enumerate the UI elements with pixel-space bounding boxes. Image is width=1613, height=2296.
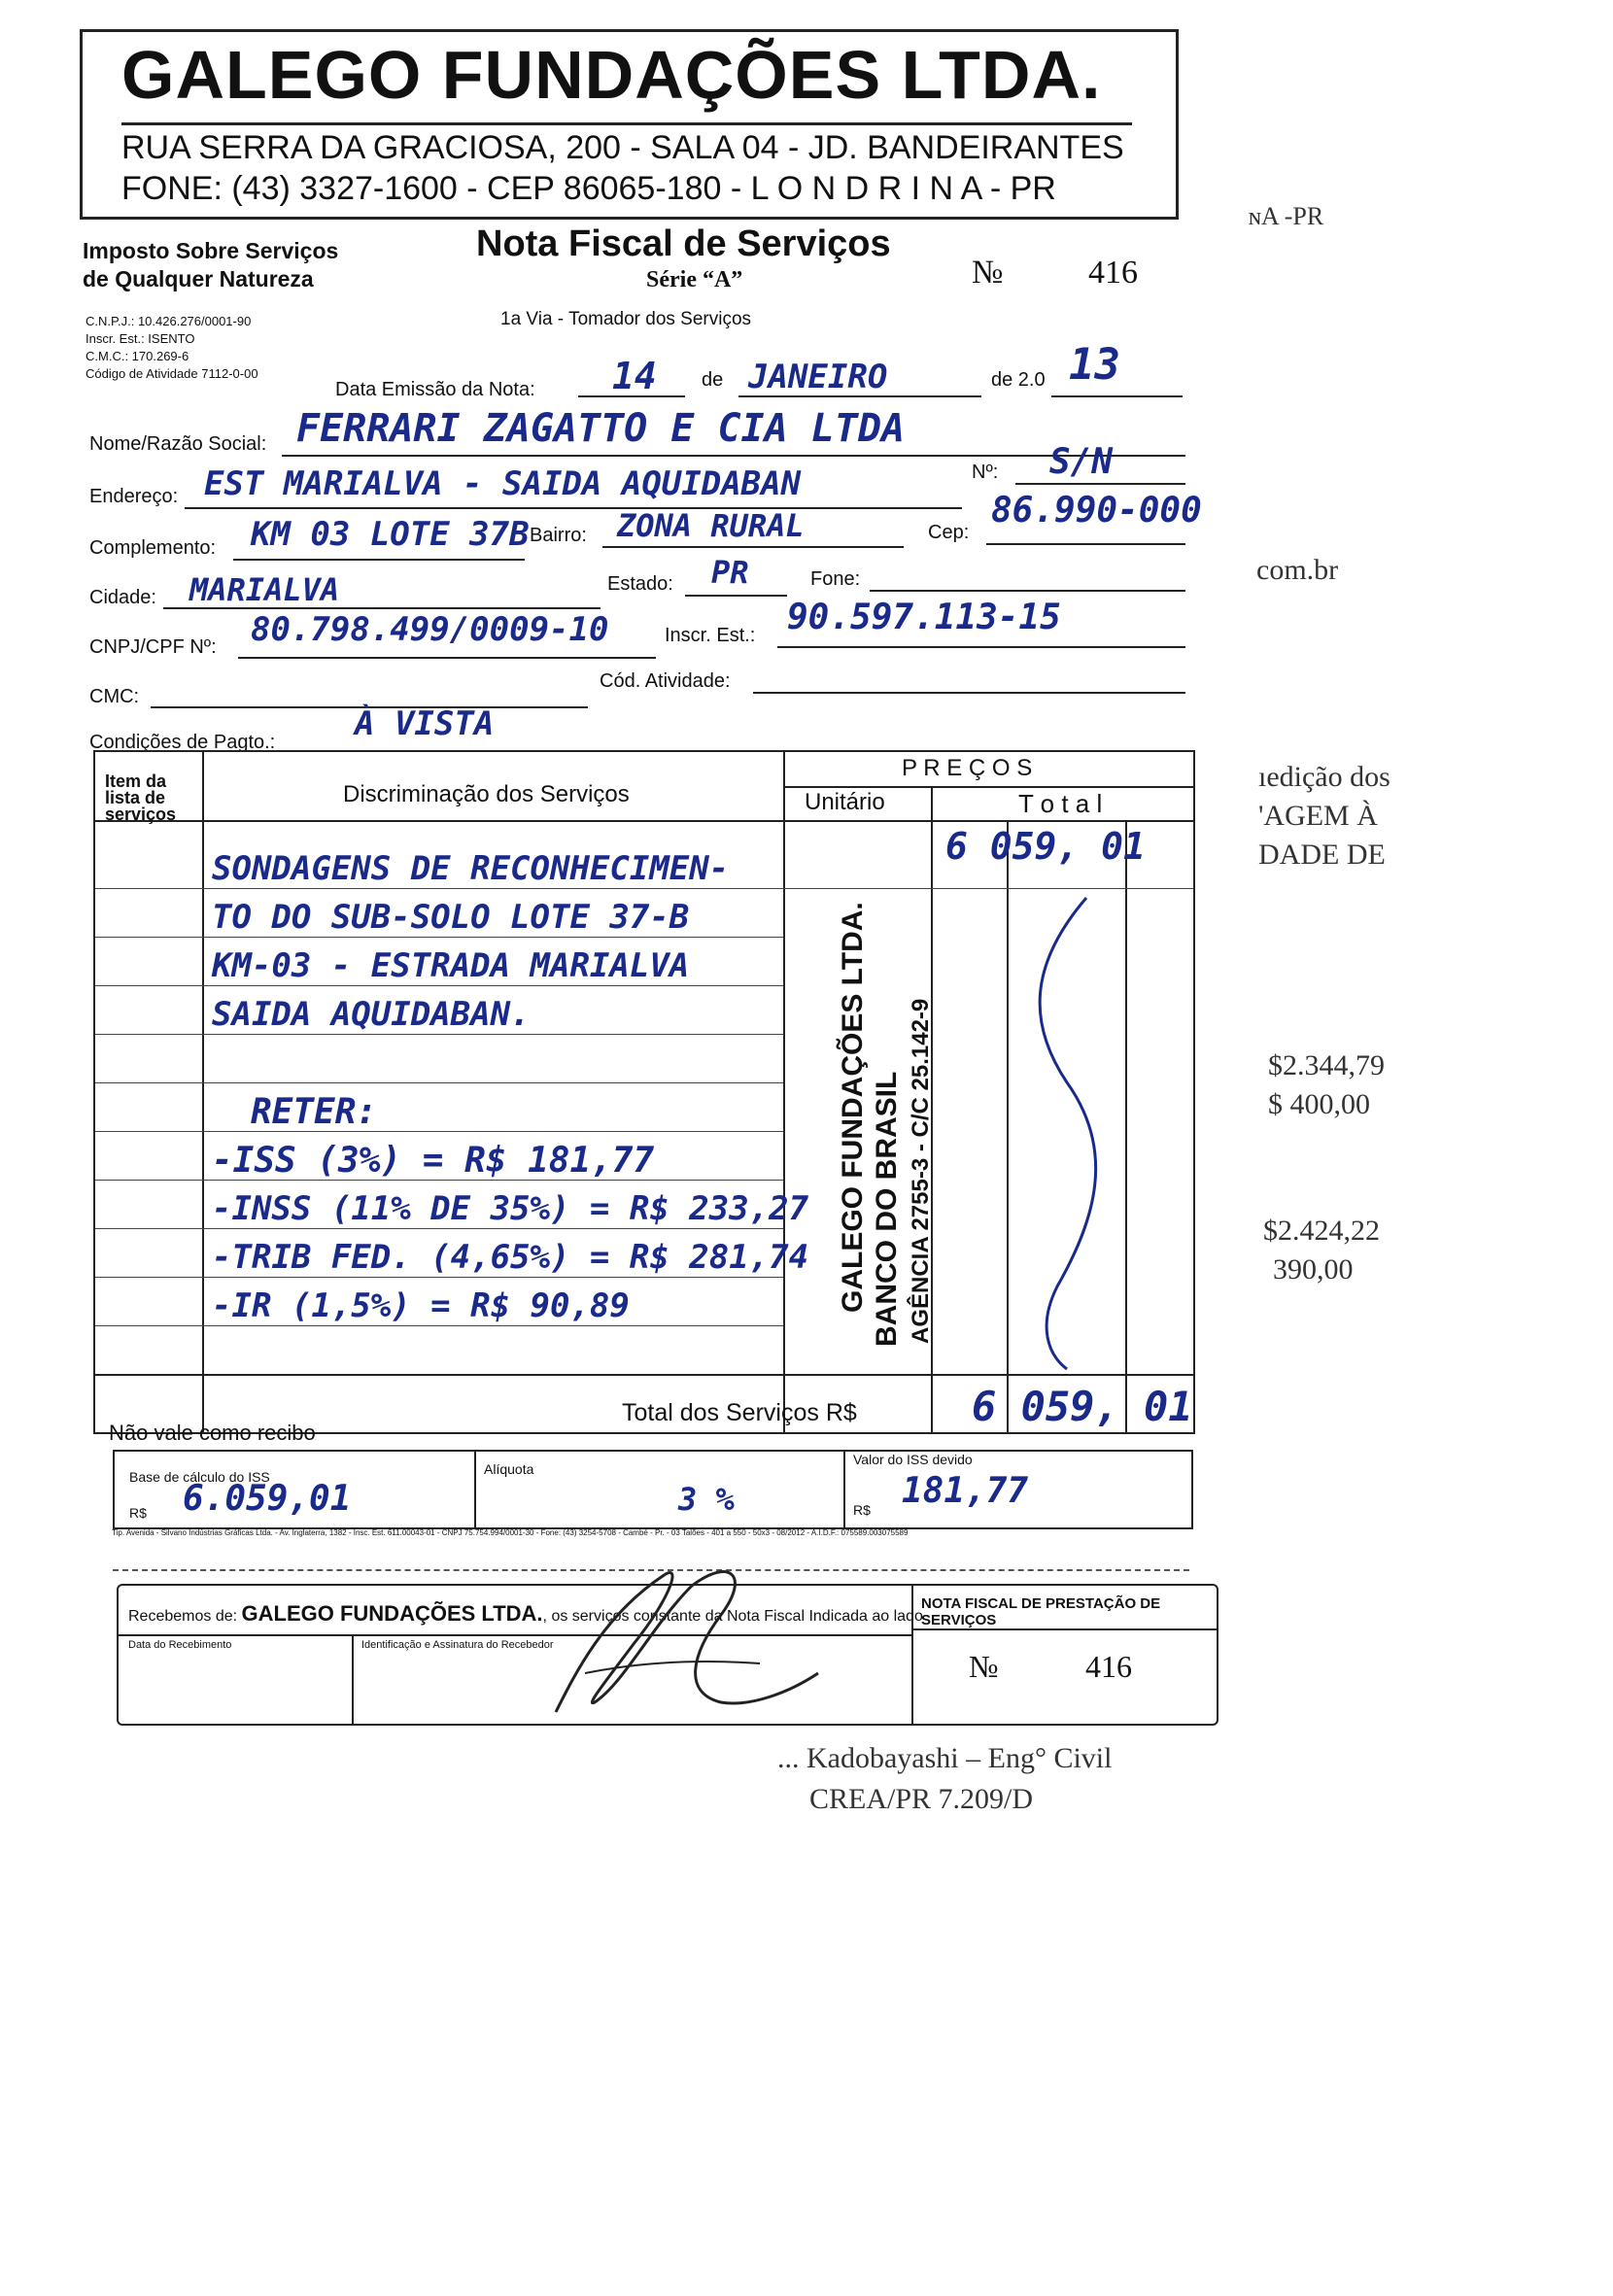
receipt-divider-sign [352, 1634, 354, 1724]
desc-line-retain[interactable]: RETER: [251, 1092, 378, 1132]
bg-text-line1: ıedição dos [1258, 761, 1390, 793]
client-inscr[interactable]: 90.597.113-15 [787, 598, 1061, 637]
date-de: de [702, 369, 724, 391]
receipt-nf-label: NOTA FISCAL DE PRESTAÇÃO DE SERVIÇOS [921, 1595, 1161, 1628]
client-address-line [185, 507, 962, 509]
client-atividade-line[interactable] [753, 692, 1185, 694]
bg-value-1: $2.344,79 [1268, 1049, 1385, 1081]
date-label: Data Emissão da Nota: [335, 379, 535, 400]
client-phone-label: Fone: [810, 568, 861, 590]
client-complement[interactable]: KM 03 LOTE 37B [251, 515, 530, 554]
receipt-nf-divider [911, 1628, 1217, 1630]
tax-inscr: Inscr. Est.: ISENTO [86, 331, 195, 346]
receipt-date-label: Data do Recebimento [128, 1639, 232, 1651]
col-precos-header: P R E Ç O S [902, 755, 1033, 781]
tax-title-1: Imposto Sobre Serviços [83, 238, 339, 263]
desc-line-ir[interactable]: -IR (1,5%) = R$ 90,89 [212, 1286, 630, 1325]
iss-divider-1 [474, 1452, 476, 1527]
precos-divider [783, 786, 1193, 788]
invoice-serie: Série “A” [646, 267, 743, 292]
iss-box [113, 1450, 1193, 1529]
receipt-number: 416 [1085, 1649, 1132, 1684]
receipt-sign-label: Identificação e Assinatura do Recebedor [361, 1639, 554, 1651]
col-total-header: T o t a l [1018, 789, 1103, 818]
col-divider-1 [202, 752, 204, 1432]
col-divider-5 [1125, 820, 1127, 1432]
date-year-label: de 2.0 [991, 369, 1046, 391]
row-line [95, 1228, 783, 1229]
client-inscr-line [777, 646, 1185, 648]
iss-value[interactable]: 181,77 [902, 1471, 1029, 1511]
client-cnpj[interactable]: 80.798.499/0009-10 [251, 610, 609, 649]
tax-cnpj: C.N.P.J.: 10.426.276/0001-90 [86, 314, 252, 328]
bg-engineer-name: ... Kadobayashi – Eng° Civil [777, 1742, 1113, 1774]
invoice-title: Nota Fiscal de Serviços [476, 223, 891, 264]
client-name-label: Nome/Razão Social: [89, 433, 267, 455]
receipt-prefix: Recebemos de: [128, 1608, 238, 1625]
desc-line-4[interactable]: SAIDA AQUIDABAN. [212, 995, 531, 1034]
bg-value-4: 390,00 [1273, 1253, 1354, 1285]
client-cnpj-line [238, 657, 656, 659]
bank-stamp [805, 902, 934, 1354]
client-number-label: Nº: [972, 462, 999, 483]
client-bairro-line [602, 546, 904, 548]
desc-line-2[interactable]: TO DO SUB-SOLO LOTE 37-B [212, 898, 690, 937]
bg-text-domain: com.br [1256, 554, 1339, 586]
client-complement-label: Complemento: [89, 537, 217, 559]
col-unit-header: Unitário [805, 789, 885, 815]
company-header [80, 29, 1179, 220]
bg-crea: CREA/PR 7.209/D [809, 1783, 1034, 1815]
invoice-via: 1a Via - Tomador dos Serviços [500, 309, 752, 329]
base-value[interactable]: 6.059,01 [183, 1479, 352, 1519]
company-underline [121, 122, 1132, 125]
row-line [95, 1034, 783, 1035]
header-bottom [95, 820, 1193, 822]
client-inscr-label: Inscr. Est.: [665, 625, 756, 646]
company-phone: FONE: (43) 3327-1600 - CEP 86065-180 - L O N D R I N A - PR [121, 170, 1056, 207]
client-atividade-label: Cód. Atividade: [600, 670, 731, 692]
iss-label: Valor do ISS devido [853, 1452, 973, 1467]
col-desc-header: Discriminação dos Serviços [343, 781, 630, 807]
total-services-label: Total dos Serviços R$ [622, 1399, 857, 1426]
iss-divider-2 [843, 1452, 845, 1527]
date-month[interactable]: JANEIRO [748, 358, 888, 396]
col-item-header: Item da lista de serviços [105, 771, 177, 824]
services-table [93, 750, 1195, 1434]
date-year-line [1051, 395, 1183, 397]
client-state[interactable]: PR [711, 554, 749, 591]
client-address-label: Endereço: [89, 486, 179, 507]
row-line [95, 1131, 783, 1132]
row-line [95, 985, 783, 986]
client-phone-line[interactable] [870, 590, 1185, 592]
client-number-line [1015, 483, 1185, 485]
client-cnpj-label: CNPJ/CPF Nº: [89, 636, 217, 658]
client-address[interactable]: EST MARIALVA - SAIDA AQUIDABAN [204, 464, 802, 503]
company-address: RUA SERRA DA GRACIOSA, 200 - SALA 04 - JD. BANDEIRANTES [121, 129, 1124, 166]
base-label: Base de cálculo do ISS [129, 1469, 270, 1485]
client-cep-label: Cep: [928, 522, 970, 543]
invoice-number: 416 [1088, 255, 1138, 291]
row-line [95, 937, 783, 938]
bg-text-line2: 'AGEM À [1258, 800, 1378, 832]
receipt-suffix: , os serviços constante da Nota Fiscal Indicada ao lado [542, 1608, 923, 1625]
stamp-bank: BANCO DO BRASIL [871, 1071, 903, 1347]
aliquota-label: Alíquota [484, 1461, 534, 1477]
aliquota-value[interactable]: 3 % [678, 1481, 735, 1518]
desc-line-inss[interactable]: -INSS (11% DE 35%) = R$ 233,27 [212, 1189, 809, 1228]
row-line [95, 1325, 783, 1326]
bg-text-line3: DADE DE [1258, 839, 1386, 871]
printer-info: Tip. Avenida - Silvano Indústrias Gráficas Ltda. - Av. Inglaterra, 1382 - Insc. Est. 611.00043-01 - CNPJ 75.754.994/0001-30 - Fone: (43) 3254-5708 - Cambé - Pr. - 03 Talões - 401 a 550 - 50x3 - 08/2012 - A.I.D.F.: 075589.003075589 [112, 1528, 909, 1537]
signature-scribble [439, 1557, 876, 1722]
receipt-company: GALEGO FUNDAÇÕES LTDA. [241, 1601, 543, 1626]
tax-atividade: Código de Atividade 7112-0-00 [86, 366, 258, 381]
tax-cmc: C.M.C.: 170.269-6 [86, 349, 189, 363]
receipt-stub [117, 1584, 1218, 1726]
desc-line-trib[interactable]: -TRIB FED. (4,65%) = R$ 281,74 [212, 1238, 809, 1277]
client-cmc-label: CMC: [89, 686, 140, 707]
desc-line-3[interactable]: KM-03 - ESTRADA MARIALVA [212, 946, 690, 985]
row-line [95, 1374, 1193, 1376]
desc-line-iss[interactable]: -ISS (3%) = R$ 181,77 [212, 1141, 655, 1181]
client-bairro-label: Bairro: [530, 525, 587, 546]
client-cep-line [986, 543, 1185, 545]
stamp-account: AGÊNCIA 2755-3 - C/C 25.142-9 [908, 998, 934, 1344]
total-value[interactable]: 6 059, 01 [945, 825, 1146, 868]
client-cep[interactable]: 86.990-000 [991, 491, 1202, 531]
client-name[interactable]: FERRARI ZAGATTO E CIA LTDA [296, 406, 906, 451]
desc-line-1[interactable]: SONDAGENS DE RECONHECIMEN- [212, 849, 730, 888]
base-prefix: R$ [129, 1505, 147, 1521]
client-city[interactable]: MARIALVA [189, 571, 340, 608]
date-year[interactable]: 13 [1069, 340, 1120, 390]
company-name: GALEGO FUNDAÇÕES LTDA. [121, 37, 1102, 113]
client-payment[interactable]: À VISTA [355, 704, 495, 743]
total-services-value[interactable]: 6 059, 01 [972, 1383, 1193, 1430]
row-line [95, 1082, 783, 1083]
bg-text-state: ɴA -PR [1249, 202, 1324, 230]
client-number[interactable]: S/N [1049, 442, 1114, 482]
client-city-label: Cidade: [89, 587, 156, 608]
not-receipt: Não vale como recibo [109, 1421, 316, 1445]
col-divider-2 [783, 752, 785, 1432]
client-state-label: Estado: [607, 573, 673, 595]
row-line [95, 1277, 783, 1278]
strike-wave [1009, 888, 1125, 1374]
iss-prefix: R$ [853, 1502, 871, 1518]
tax-title-2: de Qualquer Natureza [83, 266, 314, 291]
bg-value-3: $2.424,22 [1263, 1215, 1380, 1247]
client-payment-label: Condições de Pagto.: [89, 732, 276, 753]
stamp-company: GALEGO FUNDAÇÕES LTDA. [837, 902, 869, 1313]
client-state-line [685, 595, 787, 597]
bg-value-2: $ 400,00 [1268, 1088, 1370, 1120]
receipt-number-label: № [969, 1649, 999, 1684]
client-bairro[interactable]: ZONA RURAL [617, 507, 805, 544]
invoice-number-label: № [972, 255, 1004, 291]
client-complement-line [233, 559, 525, 561]
date-day[interactable]: 14 [612, 355, 657, 397]
